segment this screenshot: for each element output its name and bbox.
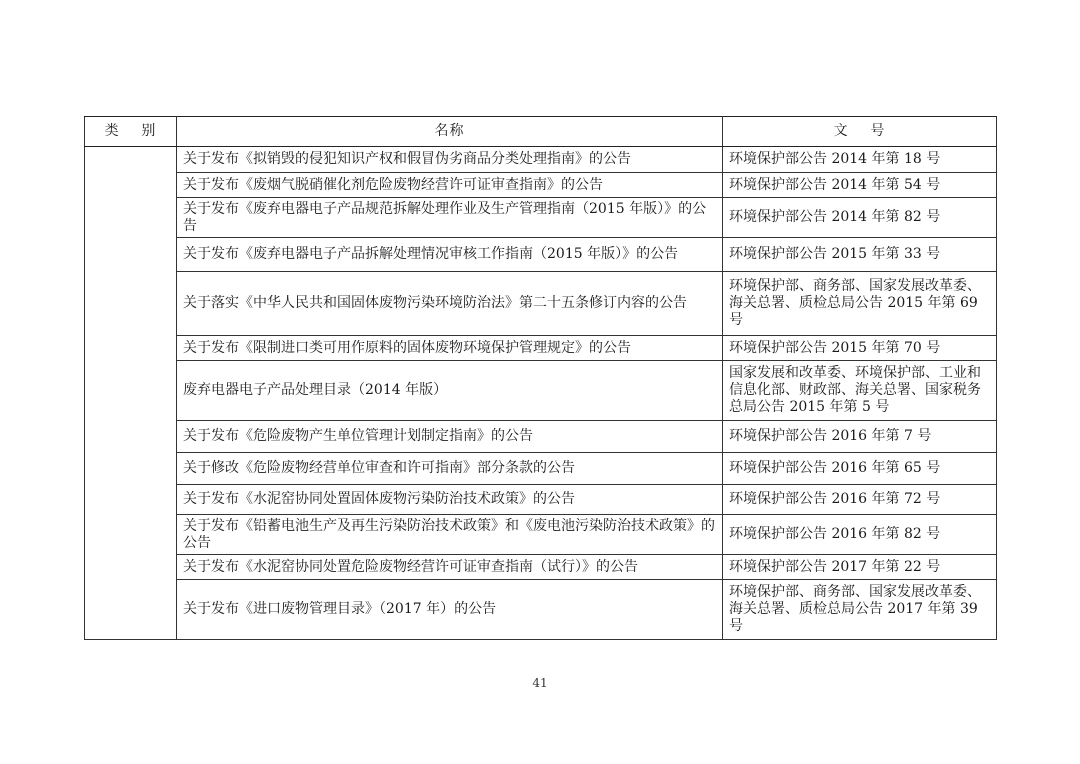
document-number-cell: 环境保护部、商务部、国家发展改革委、海关总署、质检总局公告 2015 年第 69 号 (723, 272, 997, 336)
table-row (85, 198, 997, 238)
announcement-name-cell: 关于发布《废弃电器电子产品拆解处理情况审核工作指南（2015 年版）》的公告 (177, 238, 723, 272)
table-row (85, 580, 997, 640)
document-number-cell: 环境保护部、商务部、国家发展改革委、海关总署、质检总局公告 2017 年第 39 号 (723, 580, 997, 640)
announcement-name-cell: 关于发布《进口废物管理目录》（2017 年）的公告 (177, 580, 723, 640)
table-row (85, 421, 997, 453)
announcement-name-cell: 关于发布《废弃电器电子产品规范拆解处理作业及生产管理指南（2015 年版）》的公告 (177, 198, 723, 238)
table-row (85, 485, 997, 515)
table-row (85, 147, 997, 173)
page-number: 41 (532, 676, 548, 690)
table-row (85, 453, 997, 485)
category-cell (85, 147, 177, 640)
table-row (85, 272, 997, 336)
table-row (85, 238, 997, 272)
announcement-name-cell: 关于发布《水泥窑协同处置危险废物经营许可证审查指南（试行）》的公告 (177, 555, 723, 580)
document-number-cell: 环境保护部公告 2014 年第 54 号 (723, 173, 997, 198)
document-number-cell: 环境保护部公告 2015 年第 70 号 (723, 336, 997, 361)
announcement-name-cell: 关于发布《限制进口类可用作原料的固体废物环境保护管理规定》的公告 (177, 336, 723, 361)
announcement-name-cell: 关于发布《拟销毁的侵犯知识产权和假冒伪劣商品分类处理指南》的公告 (177, 147, 723, 173)
document-number-cell: 环境保护部公告 2017 年第 22 号 (723, 555, 997, 580)
document-number-cell: 环境保护部公告 2016 年第 72 号 (723, 485, 997, 515)
table-row (85, 515, 997, 555)
announcement-name-cell: 关于发布《水泥窑协同处置固体废物污染防治技术政策》的公告 (177, 485, 723, 515)
table-header-row (85, 117, 997, 147)
document-number-cell: 环境保护部公告 2016 年第 7 号 (723, 421, 997, 453)
document-number-cell: 环境保护部公告 2014 年第 18 号 (723, 147, 997, 173)
document-number-cell: 环境保护部公告 2016 年第 82 号 (723, 515, 997, 555)
header-category: 类 别 (85, 117, 177, 147)
document-number-cell: 环境保护部公告 2016 年第 65 号 (723, 453, 997, 485)
document-table (84, 116, 997, 640)
table-row (85, 173, 997, 198)
table-row (85, 336, 997, 361)
table-row (85, 555, 997, 580)
document-number-cell: 环境保护部公告 2015 年第 33 号 (723, 238, 997, 272)
table-body (85, 147, 997, 640)
announcement-name-cell: 关于发布《危险废物产生单位管理计划制定指南》的公告 (177, 421, 723, 453)
header-name: 名称 (177, 117, 723, 147)
announcement-name-cell: 废弃电器电子产品处理目录（2014 年版） (177, 361, 723, 421)
table-row (85, 361, 997, 421)
document-number-cell: 国家发展和改革委、环境保护部、工业和信息化部、财政部、海关总署、国家税务总局公告 2015 年第 5 号 (723, 361, 997, 421)
announcement-name-cell: 关于发布《铅蓄电池生产及再生污染防治技术政策》和《废电池污染防治技术政策》的公告 (177, 515, 723, 555)
document-number-cell: 环境保护部公告 2014 年第 82 号 (723, 198, 997, 238)
header-doc-number: 文 号 (723, 117, 997, 147)
announcement-name-cell: 关于修改《危险废物经营单位审查和许可指南》部分条款的公告 (177, 453, 723, 485)
announcement-name-cell: 关于落实《中华人民共和国固体废物污染环境防治法》第二十五条修订内容的公告 (177, 272, 723, 336)
announcement-name-cell: 关于发布《废烟气脱硝催化剂危险废物经营许可证审查指南》的公告 (177, 173, 723, 198)
